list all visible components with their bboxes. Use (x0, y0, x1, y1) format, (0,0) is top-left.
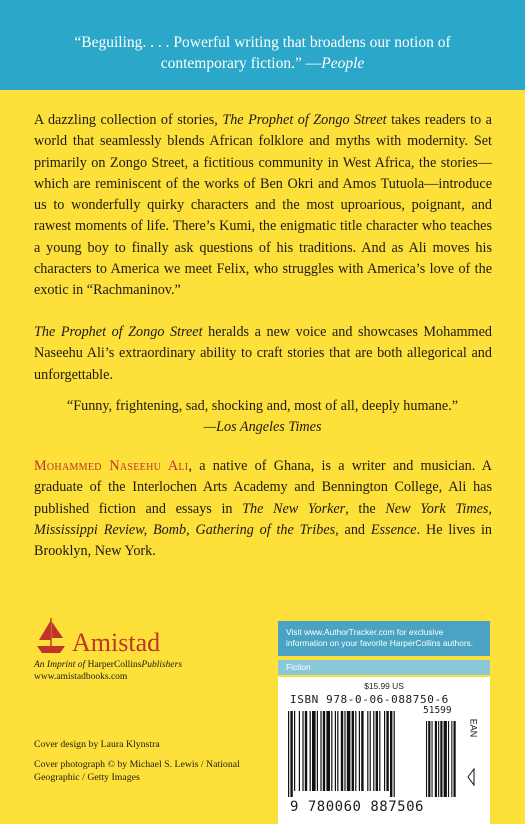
book-title: The Prophet of Zongo Street (222, 112, 387, 128)
cover-design-credit: Cover design by Laura Klynstra (34, 739, 160, 750)
publication-name: Essence (370, 521, 417, 538)
paragraph-text: A dazzling collection of stories, (34, 112, 223, 128)
addon-code: 51599 (423, 705, 452, 716)
review-blurb (40, 396, 485, 439)
isbn-label: ISBN 978-0-06-088750-6 (290, 693, 449, 706)
ship-logo-icon (34, 616, 68, 656)
bio-text: , a native of Ghana, is a writer and musician. A graduate of the Interlochen Arts Academy and Bennington College, Ali has published fiction and essays in (34, 458, 492, 517)
blurb-text: “Funny, frightening, sad, shocking and, most of all, deeply humane.” (66, 398, 459, 414)
quote-text: “Beguiling. . . . Powerful writing that broadens our notion of contemporary fiction.” — (74, 34, 451, 72)
barcode-panel (278, 677, 490, 824)
top-quote-band (0, 0, 525, 90)
publisher-logo-text: Amistad (72, 628, 161, 657)
publisher-url[interactable]: www.amistadbooks.com (34, 672, 128, 682)
top-review-quote (40, 32, 485, 74)
summary-paragraph (34, 322, 492, 386)
book-title: The Prophet of Zongo Street (34, 324, 203, 340)
publication-name: The New Yorker (242, 500, 346, 517)
imprint-prefix: An Imprint of (34, 660, 88, 670)
blurb-source: —Los Angeles Times (203, 419, 322, 436)
cover-credits (34, 738, 264, 791)
author-name: Mohammed Naseehu Ali (34, 458, 189, 474)
cover-photo-credit: Cover photograph © by Michael S. Lewis / National Geographic / Getty Images (34, 759, 240, 783)
author-tracker-notice: Visit www.AuthorTracker.com for exclusive information on your favorite HarperCollins authors. (278, 621, 490, 656)
quote-source: People (321, 55, 365, 72)
barcode-number: 9 780060 887506 (290, 799, 424, 815)
author-bio (34, 456, 492, 562)
price-label: $15.99 US (364, 681, 404, 691)
retail-info-block (278, 621, 490, 824)
ean-label: EAN (468, 718, 479, 738)
paragraph-text: takes readers to a world that seamlessly blends African folklore and myths with modernity. Set primarily on Zongo Street, a fictitious community in West Africa, the stories—which are reminiscent of the works of Ben Okri and Amos Tutuola—introduce us to wonderfully quirky characters and the most uproarious, poignant, and rawest moments of life. There’s Kumi, the enigmatic title character who teaches a young boy to finally ask questions of his traditions. And as Ali moves his characters to America we meet Felix, who struggles with America’s love of the exotic in “Rachmaninov.” (34, 112, 492, 299)
publisher-block (34, 614, 234, 683)
imprint-line (34, 659, 234, 671)
paragraph-text: heralds a new voice and showcases Mohammed Naseehu Ali’s extraordinary ability to craft stories that are both allegorical and unforgettable. (34, 324, 492, 383)
barcode-icon (288, 711, 478, 797)
bio-text: and (338, 521, 371, 538)
imprint-house: HarperCollins (87, 660, 142, 670)
description-paragraph (34, 110, 492, 302)
bio-text: . He lives in Brooklyn, New York. (34, 521, 492, 560)
bio-text: , the (345, 500, 386, 517)
imprint-suffix: Publishers (141, 660, 183, 670)
publication-name: New York Times, Mississippi Review, Bomb, Gathering of the Tribes, (34, 500, 492, 538)
genre-label: Fiction (278, 660, 490, 675)
